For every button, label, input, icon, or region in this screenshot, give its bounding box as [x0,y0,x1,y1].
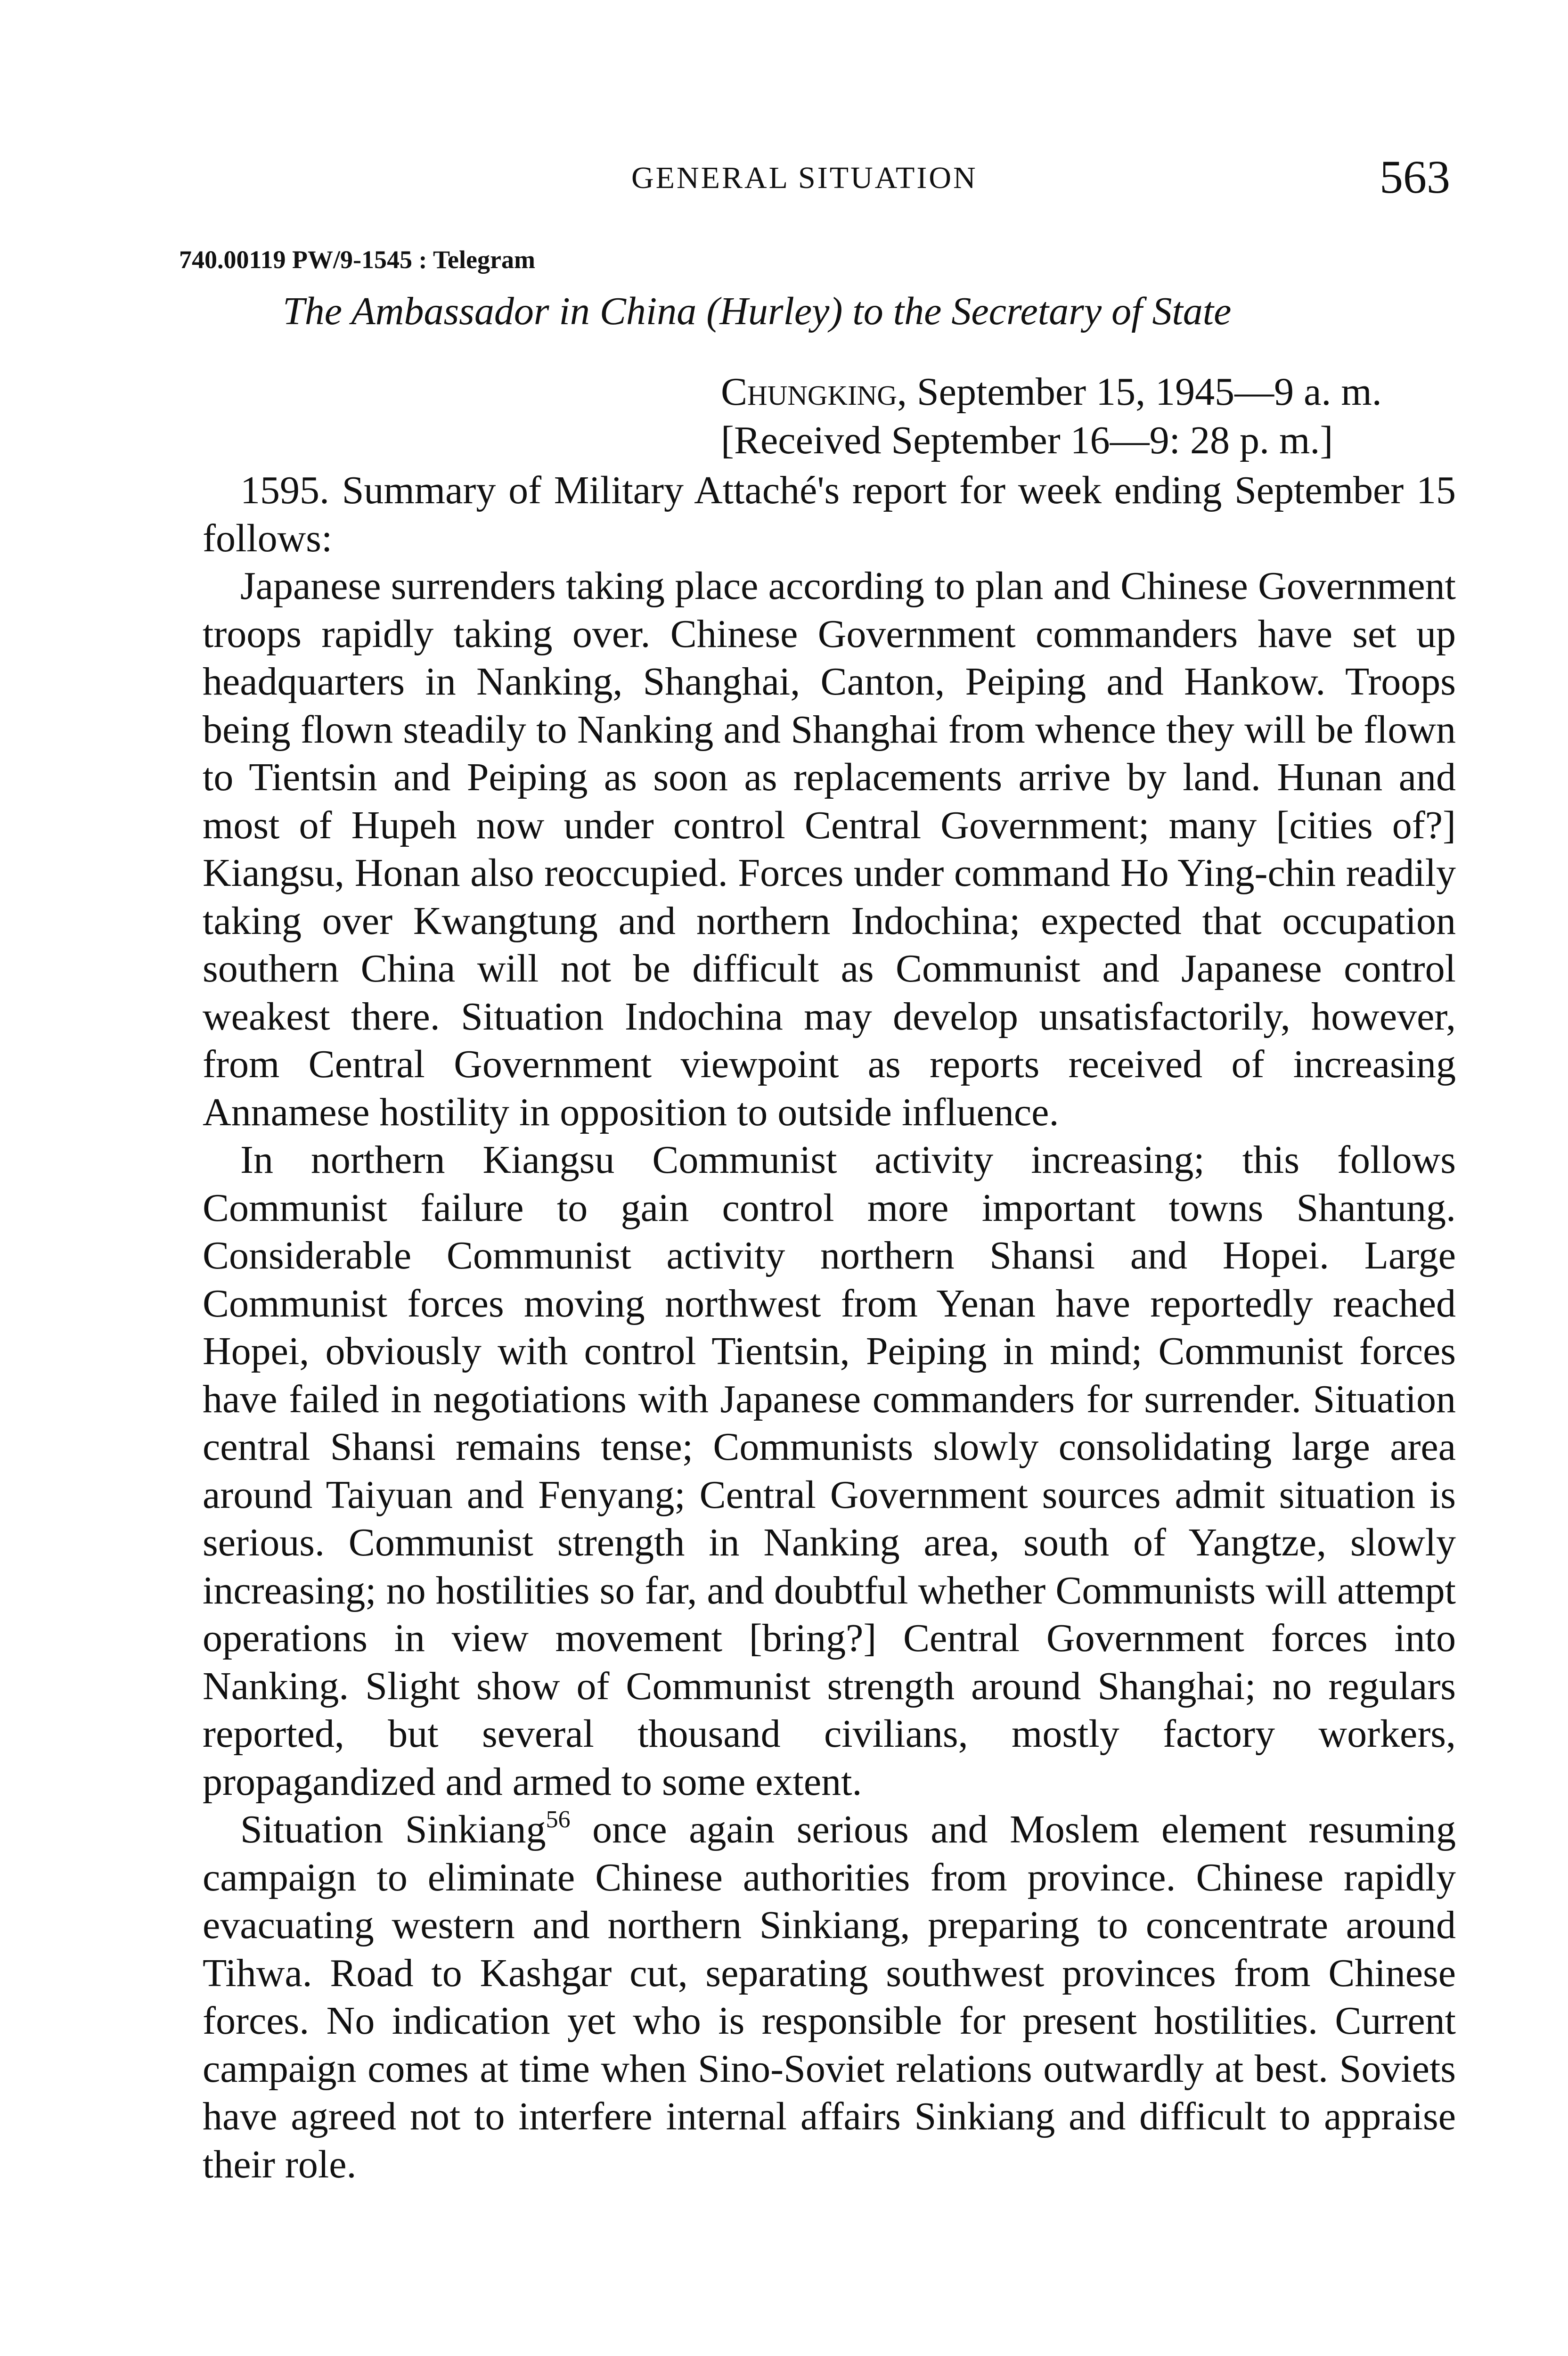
dateline-place: Chungking, [721,370,907,414]
footnote-reference: 56 [546,1806,571,1833]
sinkiang-text-rest: once again serious and Moslem element resuming campaign to eliminate Chinese authorities from province. Chinese rapidly evacuating western and northern Sinkiang, preparing to concentrate around Tihwa. Road to Kashgar cut, separating southwest provinces from Chinese forces. No indication yet who is responsible for present hostilities. Current campaign comes at time when Sino-Soviet relations outwardly at best. Soviets have agreed not to interfere internal affairs Sinkiang and difficult to appraise their role. [203,1808,1456,2186]
paragraph-surrenders: Japanese surrenders taking place according to plan and Chinese Government troops rapidly taking over. Chinese Government commanders have set up headquarters in Nanking, Shanghai, Canton, Peiping and Hankow. Troops being flown steadily to Nanking and Shanghai from whence they will be flown to Tientsin and Peiping as soon as replacements arrive by land. Hunan and most of Hupeh now under control Central Government; many [cities of?] Kiangsu, Honan also reoccupied. Forces under command Ho Ying-chin readily taking over Kwangtung and northern Indochina; expected that occupation southern China will not be difficult as Communist and Japanese control weakest there. Situation Indochina may develop unsatisfactorily, however, from Central Government viewpoint as reports received of increasing Annamese hostility in opposition to outside influence. [203,564,1456,1134]
paragraph-communist-activity: In northern Kiangsu Communist activity increasing; this follows Communist failure to gain control more important towns Shantung. Considerable Communist activity northern Shansi and Hopei. Large Communist forces moving northwest from Yenan have reportedly reached Hopei, obviously with control Tientsin, Peiping in mind; Communist forces have failed in negotiations with Japanese commanders for surrender. Situation central Shansi remains tense; Communists slowly consolidating large area around Taiyuan and Fenyang; Central Government sources admit situation is serious. Communist strength in Nanking area, south of Yangtze, slowly increasing; no hostilities so far, and doubtful whether Communists will attempt operations in view movement [bring?] Central Government forces into Nanking. Slight show of Communist strength around Shanghai; no regulars reported, but several thousand civilians, mostly factory workers, propagandized and armed to some extent. [203,1138,1456,1804]
received-line: [Received September 16—9: 28 p. m.] [721,418,1333,462]
dateline-date: September 15, 1945—9 a. m. [906,370,1382,414]
telegram-body [203,466,1456,2188]
page-number: 563 [1380,151,1450,203]
file-reference: 740.00119 PW/9-1545 : Telegram [179,245,535,274]
sinkiang-text-start: Situation Sinkiang [240,1808,546,1851]
running-head: GENERAL SITUATION [631,161,978,195]
paragraph-sinkiang [203,1806,1456,2188]
paragraph-summary: 1595. Summary of Military Attaché's report for week ending September 15 follows: [203,468,1456,560]
document-title: The Ambassador in China (Hurley) to the Secretary of State [283,289,1232,333]
dateline [721,368,1475,416]
